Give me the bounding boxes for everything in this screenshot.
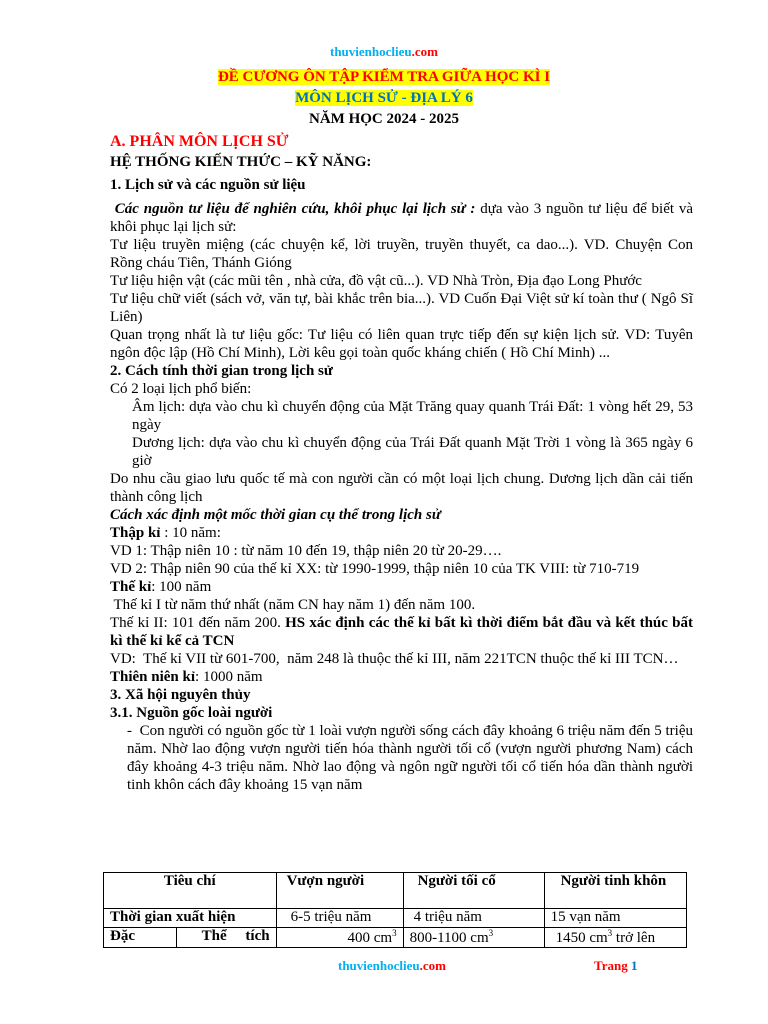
site-footer (338, 958, 446, 974)
page-number (594, 958, 637, 974)
part-a-subheading: HỆ THỐNG KIẾN THỨC – KỸ NĂNG: (110, 154, 372, 170)
section-1-lead-emphasis: Các nguồn tư liệu để nghiên cứu, khôi phục lại lịch sử : (114, 201, 476, 217)
section-1-heading: 1. Lịch sử và các nguồn sử liệu (110, 177, 306, 193)
modern-volume-suffix: trở lên (612, 930, 656, 946)
lunar-calendar: Âm lịch: dựa vào chu kì chuyển động của Mặt Trăng quay quanh Trái Đất: 1 vòng hết 29, 53 ngày (132, 399, 693, 433)
table-cell-early-volume (403, 928, 544, 948)
footer-site-name: thuvienhoclieu (338, 958, 420, 973)
ape-volume-exponent: 3 (392, 928, 397, 938)
title-line-2: MÔN LỊCH SỬ - ĐỊA LÝ 6 (295, 90, 473, 106)
time-marker-subheading: Cách xác định một mốc thời gian cụ thể trong lịch sử (110, 507, 441, 523)
part-a-heading: A. PHÂN MÔN LỊCH SỬ (110, 133, 289, 150)
section-2-intro: Có 2 loại lịch phổ biến: (110, 381, 252, 397)
table-header-modern-human: Người tinh khôn (544, 873, 686, 909)
century-value: : 100 năm (151, 579, 212, 595)
site-domain: .com (411, 44, 438, 59)
decade-term: Thập kỉ (110, 525, 161, 541)
page-num: 1 (630, 958, 638, 973)
section-1-lead-text: dựa vào 3 nguồn tư liệu để biết và khôi phục lại lịch sử: (110, 201, 693, 235)
table-cell-early-time: 4 triệu năm (403, 909, 544, 928)
section-1-lead (110, 200, 693, 236)
ape-volume-value: 400 cm (347, 930, 393, 946)
table-header-row (104, 873, 687, 909)
section-1-written-sources: Tư liệu chữ viết (sách vở, văn tự, bài khắc trên bia...). VD Cuốn Đại Việt sử kí toàn thư ( Ngô Sĩ Liên) (110, 291, 693, 325)
decade-example-2: VD 2: Thập niên 90 của thế kỉ XX: từ 1990-1999, thập niên 10 của TK VIII: từ 710-719 (110, 561, 640, 577)
title-line-1: ĐỀ CƯƠNG ÔN TẬP KIỂM TRA GIỮA HỌC KÌ I (217, 69, 551, 85)
modern-volume-value: 1450 cm (555, 930, 608, 946)
decade-value: : 10 năm: (160, 525, 221, 541)
section-1-oral-sources: Tư liệu truyền miệng (các chuyện kể, lời truyền, truyền thuyết, ca dao...). VD. Chuyện Con Rồng cháu Tiên, Thánh Gióng (110, 237, 693, 271)
decade-example-1: VD 1: Thập niên 10 : từ năm 10 đến 19, thập niên 20 từ 20-29…. (110, 543, 502, 559)
millennium-value: : 1000 năm (195, 669, 263, 685)
origin-of-humans: - Con người có nguồn gốc từ 1 loài vượn người sống cách đây khoảng 6 triệu năm đến 5 triệu năm. Nhờ lao động vượn người tiến hóa thành người tối cổ (vượn người phương Nam) cách đây khoảng 4-3 triệu năm. Nhờ lao động và ngôn ngữ người tối cổ tiến hóa dần thành người tinh khôn cách đây khoảng 15 vạn năm (127, 723, 697, 793)
subject-title (0, 90, 768, 107)
footer-site-domain: .com (419, 958, 446, 973)
table-cell-ape-time: 6-5 triệu năm (276, 909, 403, 928)
evolution-table (103, 872, 687, 948)
table-cell-feature-label: Đặc (104, 928, 177, 948)
table-cell-volume-label: Thể tích (177, 928, 277, 948)
school-year: NĂM HỌC 2024 - 2025 (309, 111, 459, 127)
section-1-primary-sources: Quan trọng nhất là tư liệu gốc: Tư liệu có liên quan trực tiếp đến sự kiện lịch sử. VD: Tuyên ngôn độc lập (Hồ Chí Minh), Lời kêu gọi toàn quốc kháng chiến ( Hồ Chí Minh) ... (110, 327, 693, 361)
table-cell-modern-volume (544, 928, 686, 948)
early-volume-exponent: 3 (488, 928, 494, 938)
century-task: HS xác định các thế kỉ bất kì thời điểm bắt đầu và kết thúc bất kì thế kỉ kể cả TCN (110, 615, 693, 649)
table-row (104, 909, 687, 928)
section-3-heading: 3. Xã hội nguyên thủy (110, 687, 251, 703)
decade-definition (110, 524, 693, 542)
millennium-definition (110, 668, 693, 686)
table-cell-time-label: Thời gian xuất hiện (104, 909, 277, 928)
table-header-ape: Vượn người (276, 873, 403, 909)
page-label: Trang (594, 958, 631, 973)
document-title (0, 69, 768, 86)
table-header-criteria: Tiêu chí (104, 873, 277, 909)
century-example-3: VD: Thế kỉ VII từ 601-700, năm 248 là thuộc thế kỉ III, năm 221TCN thuộc thế kỉ III TCN… (110, 651, 679, 667)
modern-volume-exponent: 3 (607, 928, 613, 938)
solar-calendar: Dương lịch: dựa vào chu kì chuyển động của Trái Đất quanh Mặt Trời 1 vòng là 365 ngày 6 giờ (132, 435, 693, 469)
century-example-1: Thế kỉ I từ năm thứ nhất (năm CN hay năm 1) đến năm 100. (110, 597, 476, 613)
section-3-1-heading: 3.1. Nguồn gốc loài người (110, 705, 273, 721)
century-example-2 (110, 614, 693, 650)
early-volume-value: 800-1100 cm (409, 930, 489, 946)
document-body (110, 133, 697, 794)
section-2-heading: 2. Cách tính thời gian trong lịch sử (110, 363, 333, 379)
century-term: Thế kỉ (110, 579, 152, 595)
millennium-term: Thiên niên kỉ (110, 669, 196, 685)
century-definition (110, 578, 693, 596)
table-row (104, 928, 687, 948)
century-example-2-text: Thế kỉ II: 101 đến năm 200. (110, 615, 286, 631)
site-name: thuvienhoclieu (330, 44, 412, 59)
common-calendar-note: Do nhu cầu giao lưu quốc tế mà con người cần có một loại lịch chung. Dương lịch dần cải tiến thành công lịch (110, 471, 693, 505)
table-cell-modern-time: 15 vạn năm (544, 909, 686, 928)
table-header-early-human: Người tối cổ (403, 873, 544, 909)
table-cell-ape-volume (276, 928, 403, 948)
site-header (0, 44, 768, 60)
section-1-artifact-sources: Tư liệu hiện vật (các mũi tên , nhà cửa, đồ vật cũ...). VD Nhà Tròn, Địa đạo Long Phước (110, 273, 642, 289)
